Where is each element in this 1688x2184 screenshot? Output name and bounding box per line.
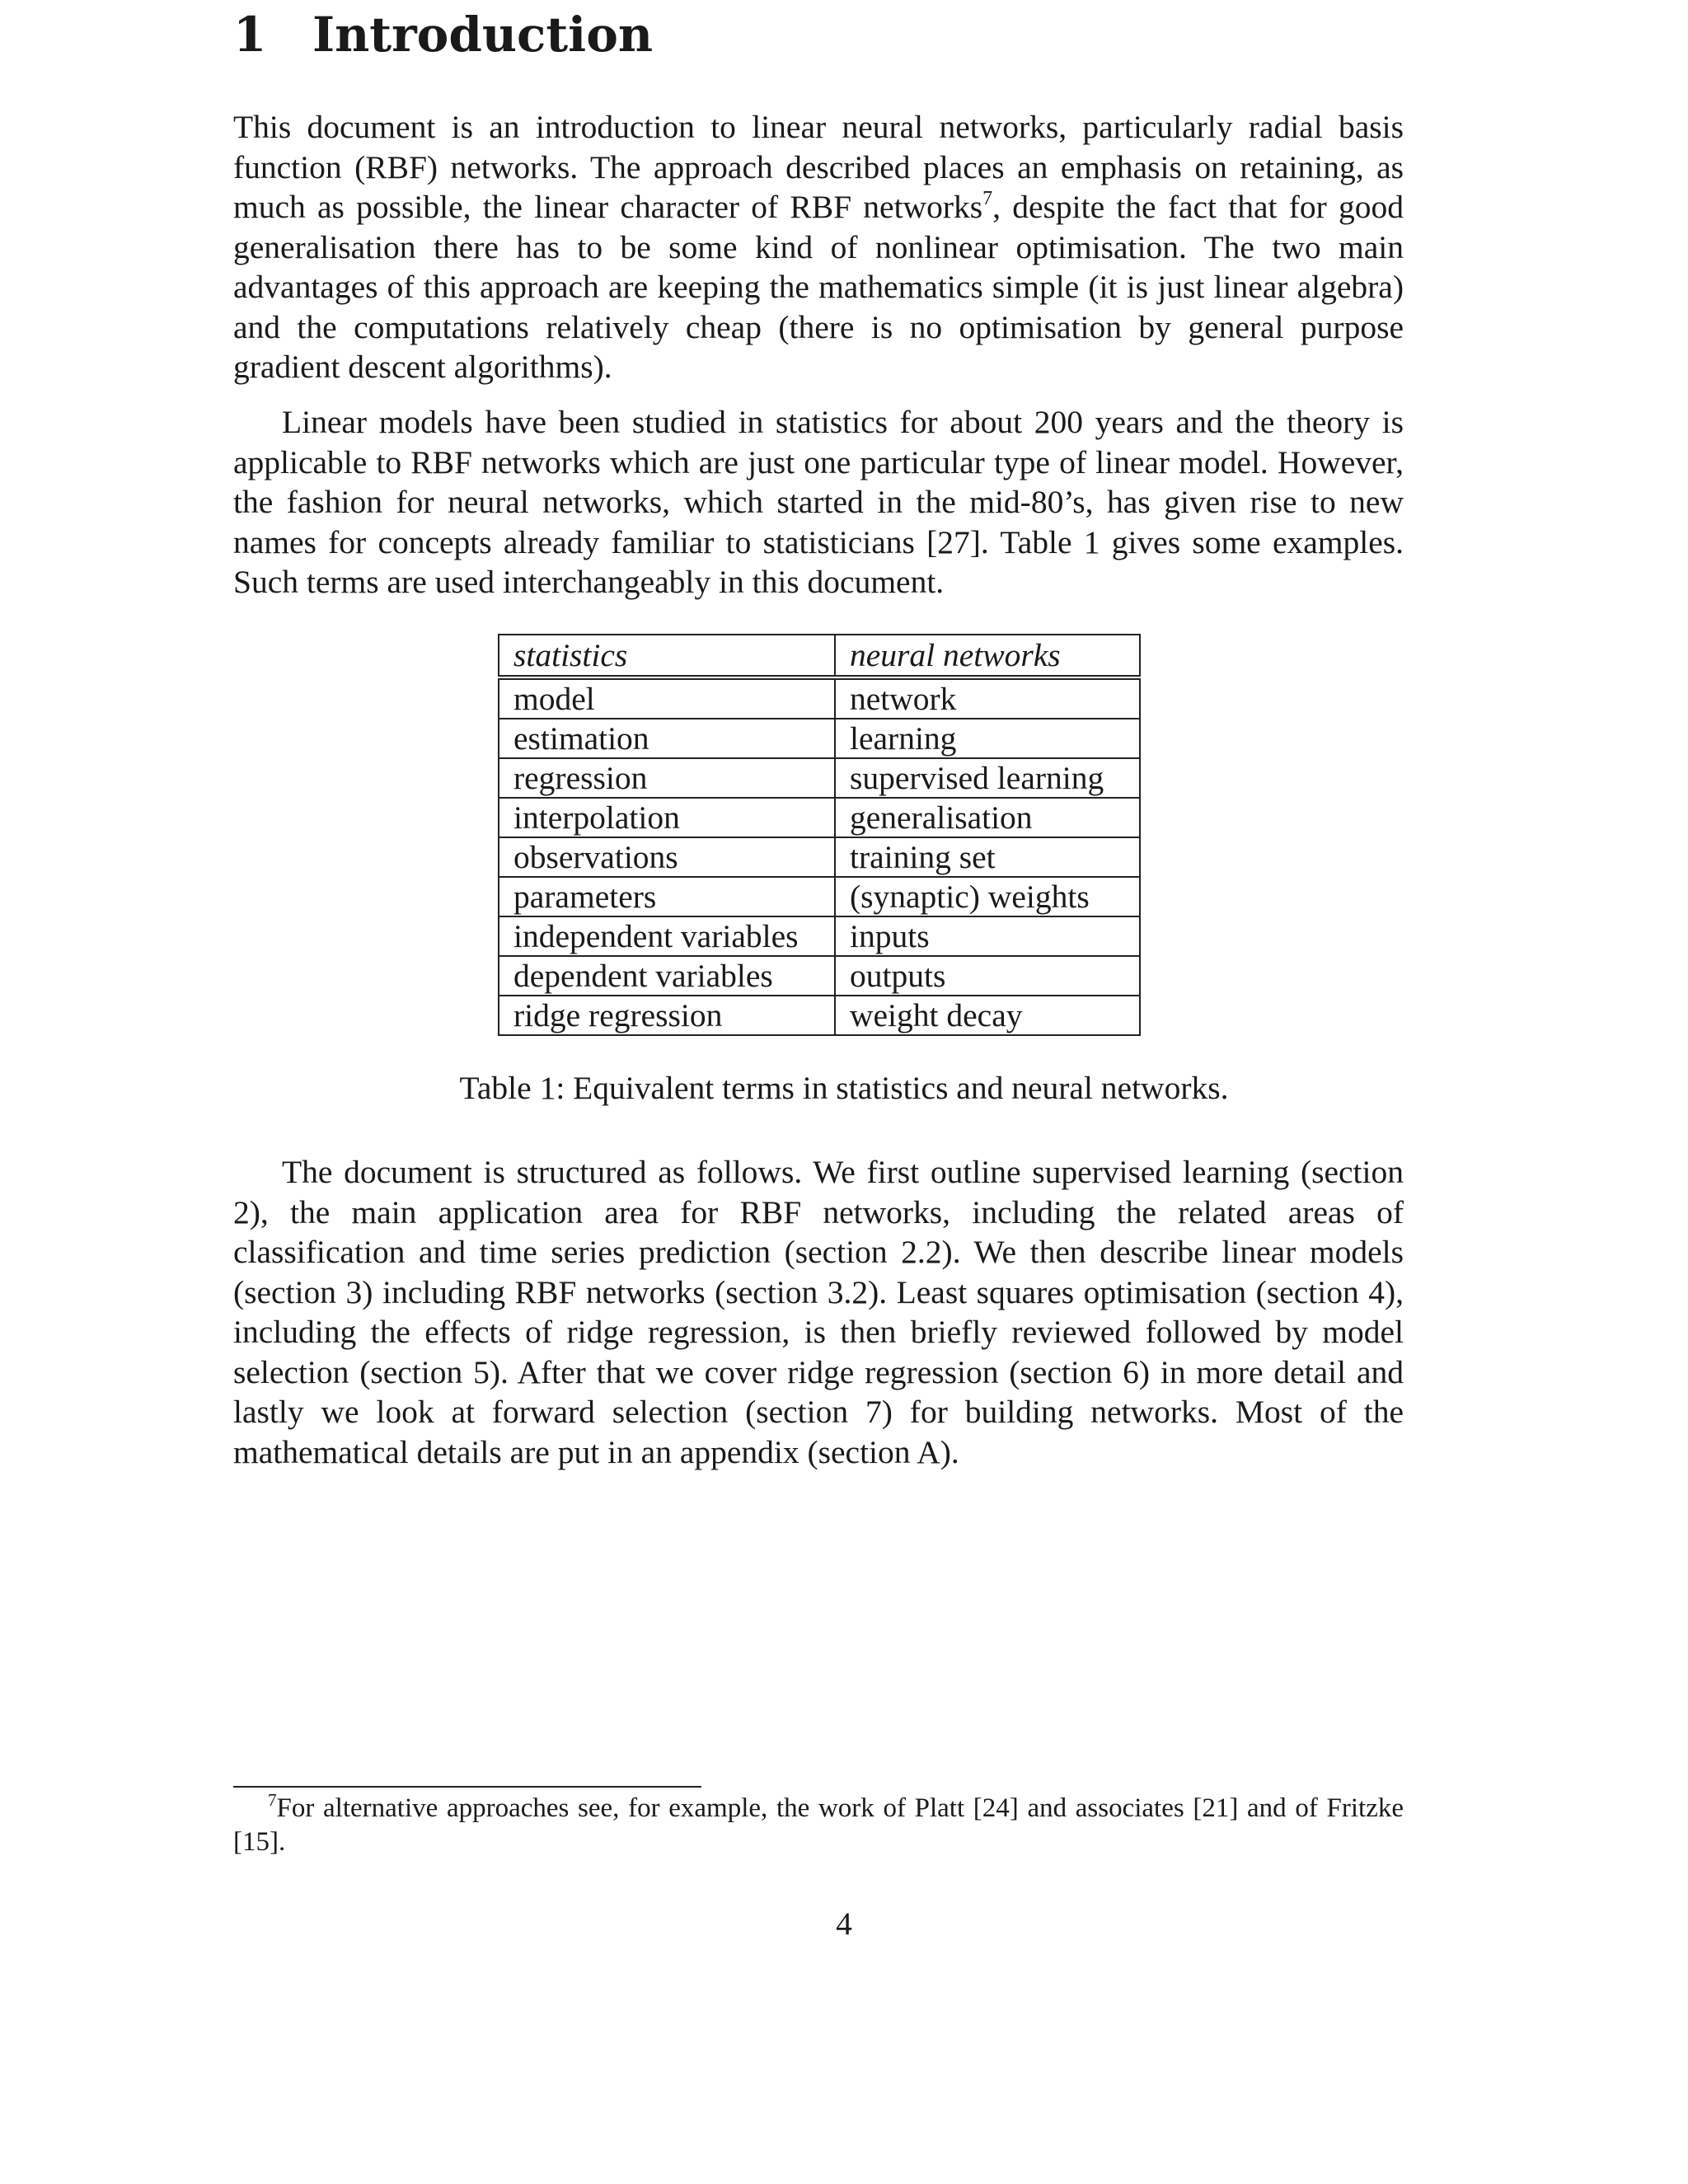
table-cell-neural-network-term: network (835, 677, 1140, 719)
table-cell-statistics-term: independent variables (499, 916, 835, 956)
table-cell-neural-network-term: supervised learning (835, 758, 1140, 798)
table-cell-statistics-term: parameters (499, 877, 835, 916)
table-row (499, 916, 1140, 956)
table-cell-statistics-term: dependent variables (499, 956, 835, 996)
table-row (499, 758, 1140, 798)
paragraph-1-text-a: This document is an introduction to linear neural networks, particularly radial basis function (RBF) networks. The approach described places an emphasis on retaining, as much as possible, the linear character of RBF networks (233, 109, 1404, 225)
section-heading (233, 2, 653, 68)
intro-paragraph-1 (233, 107, 1404, 387)
table-header-statistics: statistics (499, 635, 835, 677)
table-cell-neural-network-term: outputs (835, 956, 1140, 996)
table-row (499, 877, 1140, 916)
table-cell-statistics-term: estimation (499, 719, 835, 758)
table-header-neural-networks: neural networks (835, 635, 1140, 677)
table-cell-statistics-term: interpolation (499, 798, 835, 837)
table-row (499, 798, 1140, 837)
table-cell-statistics-term: observations (499, 837, 835, 877)
section-number: 1 (233, 7, 267, 63)
section-title: Introduction (312, 7, 654, 63)
table-cell-neural-network-term: (synaptic) weights (835, 877, 1140, 916)
table-cell-statistics-term: model (499, 677, 835, 719)
footnote-divider (233, 1786, 701, 1788)
table-row (499, 677, 1140, 719)
table-cell-neural-network-term: training set (835, 837, 1140, 877)
table-row (499, 837, 1140, 877)
table-row (499, 996, 1140, 1035)
intro-paragraph-3: The document is structured as follows. We first outline supervised learning (section 2), the main application area for RBF networks, including the related areas of classification and time series prediction (section 2.2). We then describe linear models (section 3) including RBF networks (section 3.2). Least squares optimisation (section 4), including the effects of ridge regression, is then briefly reviewed followed by model selection (section 5). After that we cover ridge regression (section 6) in more detail and lastly we look at forward selection (section 7) for building networks. Most of the mathematical details are put in an appendix (section A). (233, 1154, 1404, 1470)
table-header-row (499, 635, 1140, 677)
table-cell-neural-network-term: weight decay (835, 996, 1140, 1035)
paragraph-1-text-b: , despite the fact that for good generalisation there has to be some kind of nonlinear optimisation. The two main advantages of this approach are keeping the mathematics simple (it is just linear algebra) and the computations relatively cheap (there is no optimisation by general purpose gradient descent algorithms). (233, 189, 1404, 385)
footnote-mark: 7 (268, 1790, 277, 1810)
footnote (233, 1792, 1404, 1859)
table-caption: Table 1: Equivalent terms in statistics and neural networks. (459, 1070, 1229, 1106)
table-cell-statistics-term: ridge regression (499, 996, 835, 1035)
table-cell-statistics-term: regression (499, 758, 835, 798)
table-cell-neural-network-term: inputs (835, 916, 1140, 956)
footnote-reference-mark: 7 (982, 188, 993, 209)
intro-paragraph-2: Linear models have been studied in statistics for about 200 years and the theory is applicable to RBF networks which are just one particular type of linear model. However, the fashion for neural networks, which started in the mid-80’s, has given rise to new names for concepts already familiar to statisticians [27]. Table 1 gives some examples. Such terms are used interchangeably in this document. (233, 404, 1404, 600)
footnote-text: For alternative approaches see, for example, the work of Platt [24] and associates [21] and of Fritzke [15]. (233, 1793, 1404, 1857)
table-row (499, 956, 1140, 996)
page-number: 4 (836, 1905, 852, 1942)
table-cell-neural-network-term: generalisation (835, 798, 1140, 837)
table-row (499, 719, 1140, 758)
equivalent-terms-table (498, 634, 1141, 1036)
table-cell-neural-network-term: learning (835, 719, 1140, 758)
